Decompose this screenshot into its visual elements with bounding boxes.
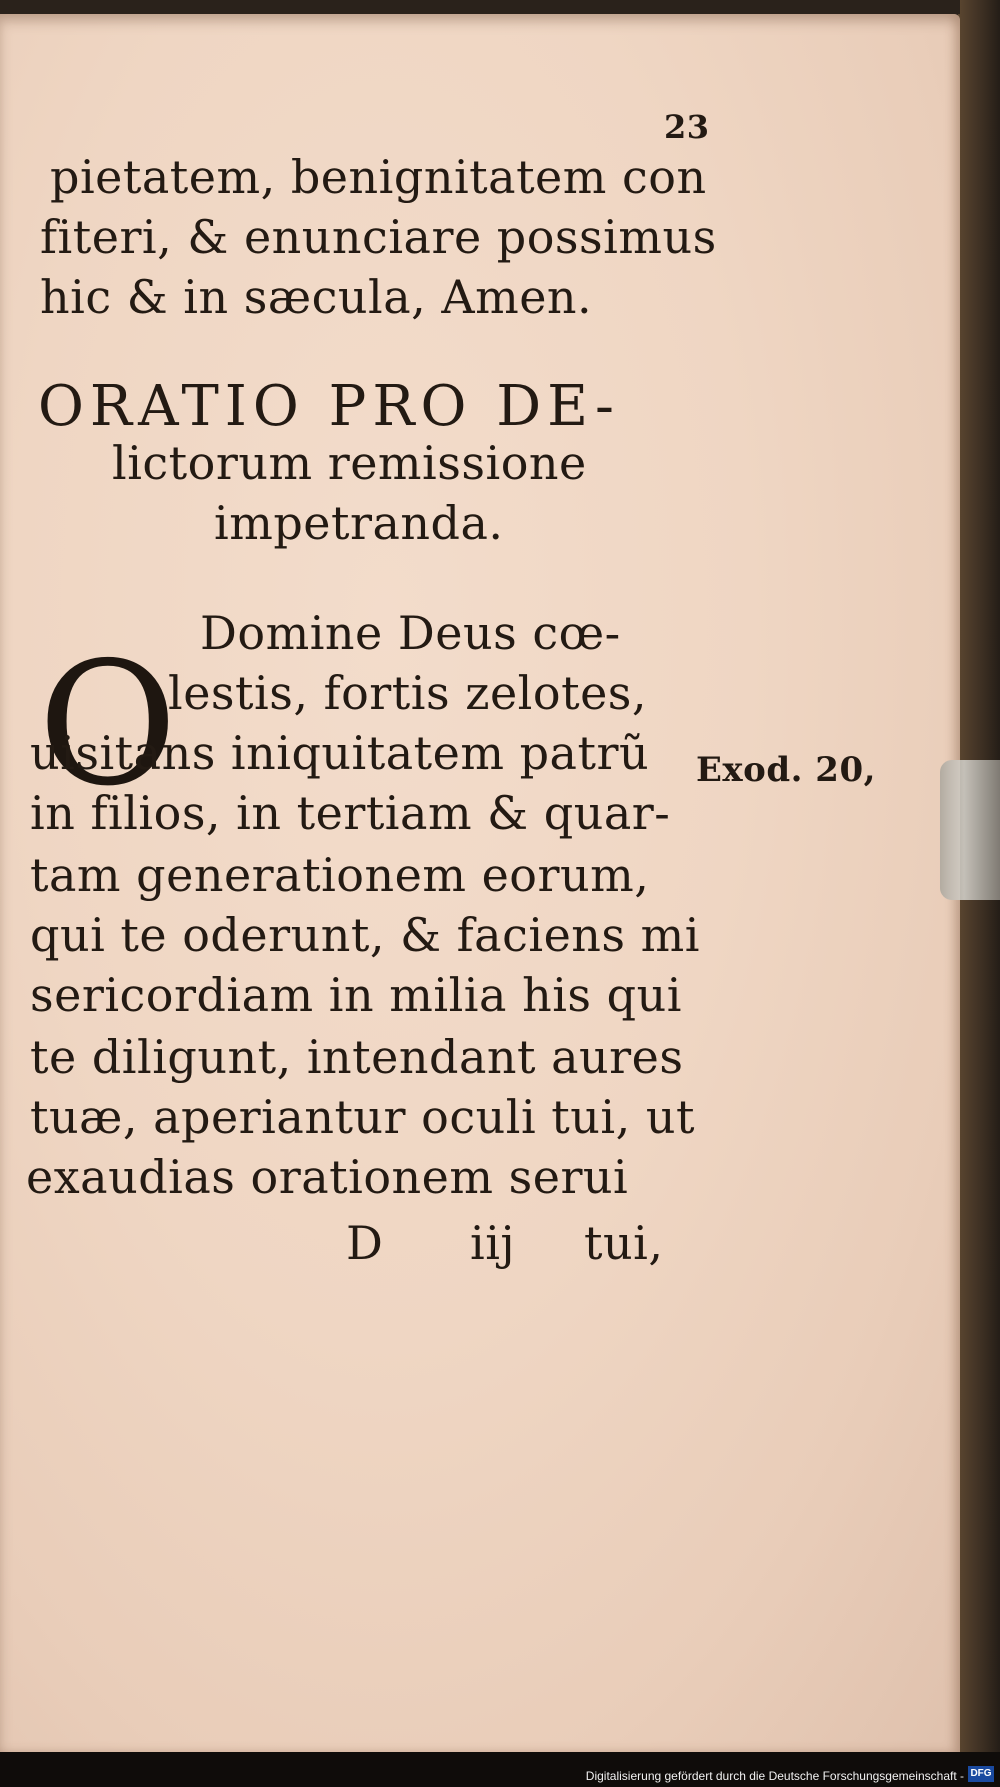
text-line: tuæ, aperiantur oculi tui, ut <box>30 1090 695 1144</box>
text-line: Domine Deus cœ- <box>200 606 621 660</box>
page-top-shadow <box>0 0 960 14</box>
page-number: 23 <box>664 108 710 146</box>
text-line: tam generationem eorum, <box>30 848 650 902</box>
section-heading: ORATIO PRO DE- <box>38 374 620 439</box>
catchword: tui, <box>584 1216 664 1270</box>
dfg-logo: DFG <box>968 1766 994 1782</box>
text-line: lestis, fortis zelotes, <box>168 666 648 720</box>
footer-credit: Digitalisierung gefördert durch die Deutsche Forschungsgemeinschaft - <box>585 1769 964 1783</box>
margin-note: Exod. 20, <box>696 750 876 790</box>
text-line: te diligunt, intendant aures <box>30 1030 684 1084</box>
text-line: hic & in sæcula, Amen. <box>40 270 593 324</box>
text-line: fiteri, & enunciare possimus <box>40 210 717 264</box>
signature-mark: iij <box>470 1216 516 1270</box>
text-line: qui te oderunt, & faciens mi <box>30 908 700 962</box>
signature-mark: D <box>346 1216 384 1270</box>
text-line: uisitans iniquitatem patrũ <box>30 726 650 780</box>
section-heading-sub: impetranda. <box>214 496 504 550</box>
drop-cap-initial: O <box>38 626 178 824</box>
page-clip <box>940 760 1000 900</box>
text-line: exaudias orationem serui <box>26 1150 629 1204</box>
text-line: sericordiam in milia his qui <box>30 968 682 1022</box>
text-line: in filios, in tertiam & quar- <box>30 786 671 840</box>
text-line: pietatem, benignitatem con <box>50 150 707 204</box>
section-heading-sub: lictorum remissione <box>112 436 587 490</box>
